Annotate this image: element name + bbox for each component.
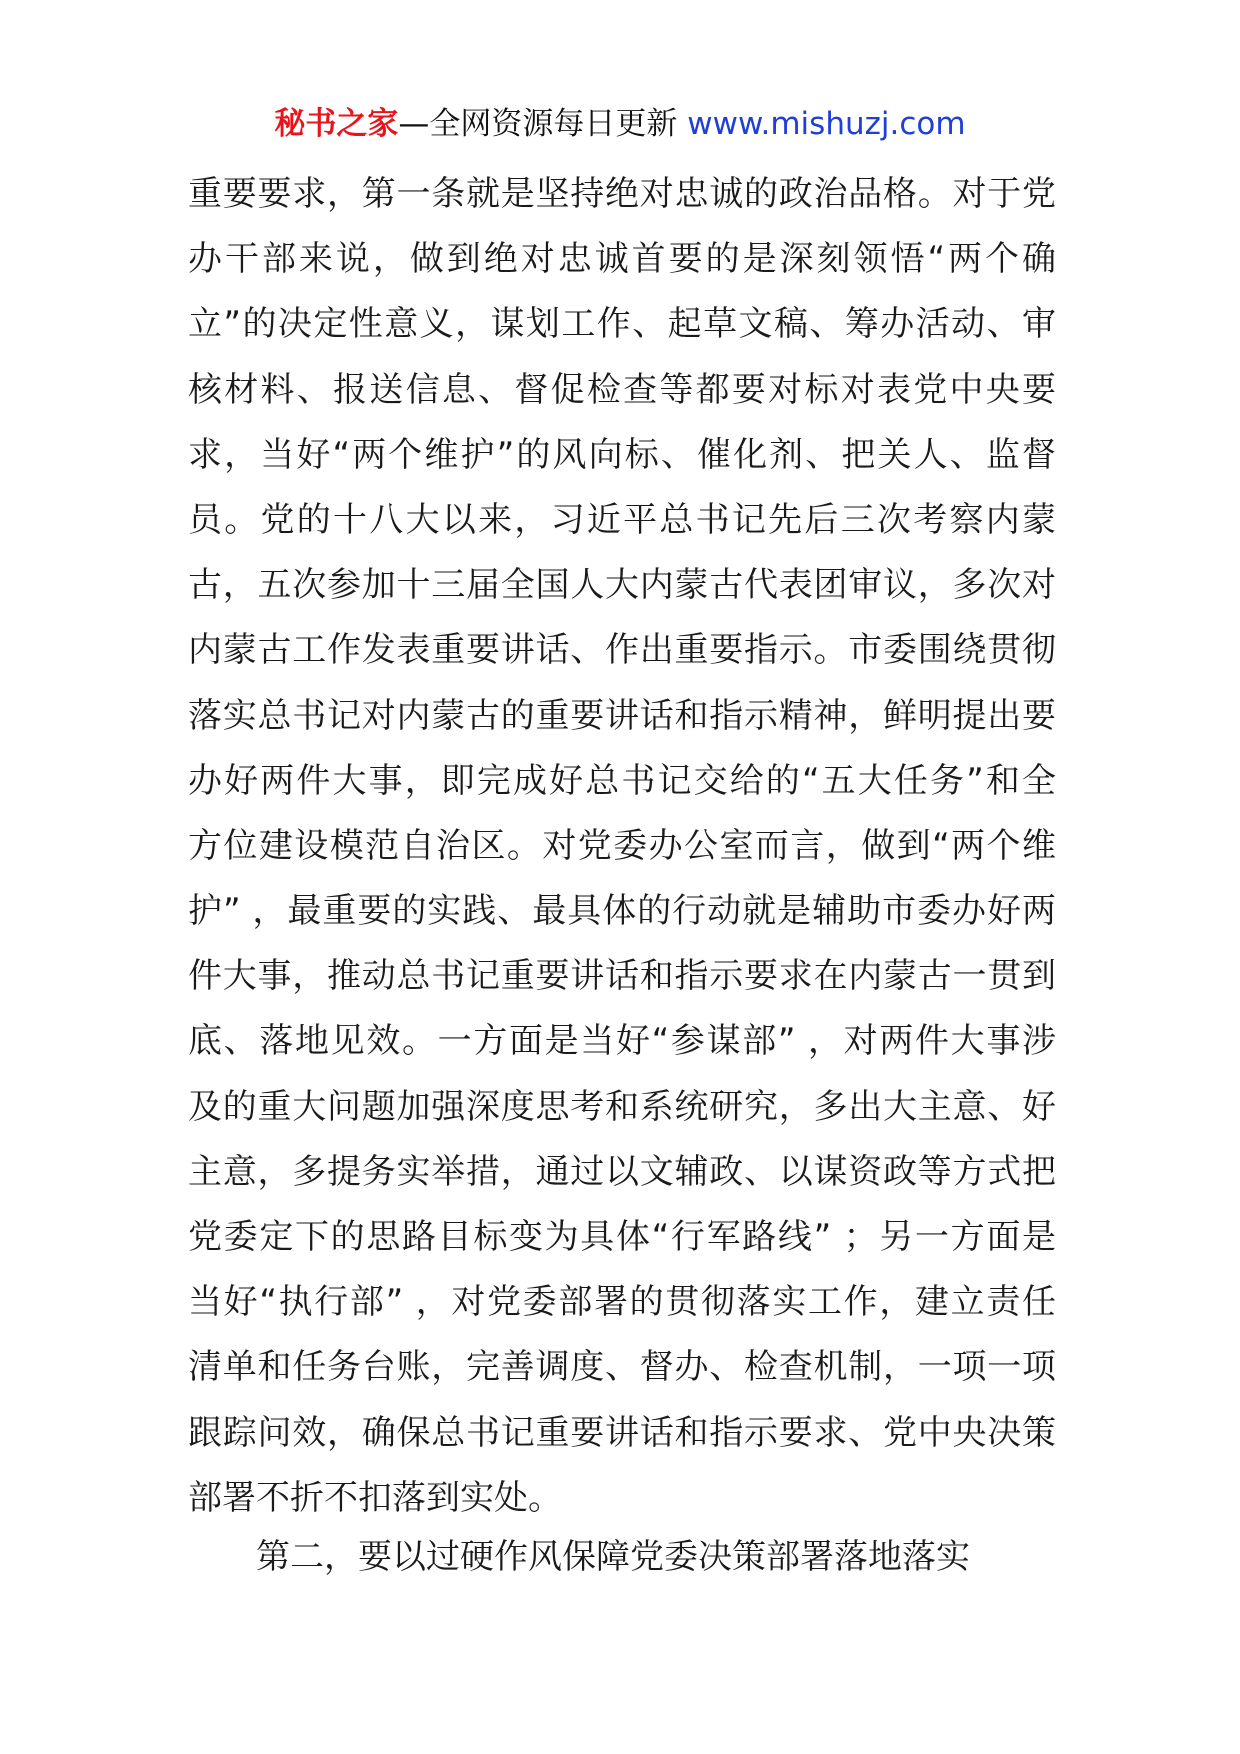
site-tagline: —全网资源每日更新 [398,106,688,142]
paragraph-line: 底、落地见效。一方面是当好“参谋部” ，对两件大事涉 [188,1021,1056,1062]
paragraph-line: 护” ，最重要的实践、最具体的行动就是辅助市委办好两 [188,891,1056,932]
paragraph-line: 内蒙古工作发表重要讲话、作出重要指示。市委围绕贯彻 [188,630,1056,671]
paragraph-line: 方位建设模范自治区。对党委办公室而言，做到“两个维 [188,825,1056,866]
site-brand: 秘书之家 [274,106,399,142]
paragraph-line: 件大事，推动总书记重要讲话和指示要求在内蒙古一贯到 [188,956,1056,997]
paragraph-line: 重要要求，第一条就是坚持绝对忠诚的政治品格。对于党 [188,174,1056,214]
paragraph-line: 员。党的十八大以来，习近平总书记先后三次考察内蒙 [188,499,1056,540]
section-heading: 第二，要以过硬作风保障党委决策部署落地落实 [256,1537,970,1577]
paragraph-line: 落实总书记对内蒙古的重要讲话和指示精神，鲜明提出要 [188,695,1056,736]
paragraph-line: 跟踪问效，确保总书记重要讲话和指示要求、党中央决策 [188,1412,1056,1453]
paragraph-line: 办好两件大事，即完成好总书记交给的“五大任务”和全 [188,760,1056,801]
paragraph-line: 核材料、报送信息、督促检查等都要对标对表党中央要 [188,369,1056,410]
paragraph-line: 及的重大问题加强深度思考和系统研究，多出大主意、好 [188,1086,1056,1127]
paragraph-line: 党委定下的思路目标变为具体“行军路线” ；另一方面是 [188,1217,1056,1257]
paragraph-line: 古，五次参加十三届全国人大内蒙古代表团审议，多次对 [188,565,1056,606]
site-url-link[interactable]: www.mishuzj.com [687,106,966,142]
paragraph-line: 立”的决定性意义，谋划工作、起草文稿、筹办活动、审 [188,304,1056,345]
document-body [188,162,1056,1531]
paragraph-line: 部署不折不扣落到实处。 [188,1477,562,1518]
paragraph-line: 求，当好“两个维护”的风向标、催化剂、把关人、监督 [188,434,1056,475]
paragraph-line: 办干部来说，做到绝对忠诚首要的是深刻领悟“两个确 [188,239,1056,280]
paragraph-line: 清单和任务台账，完善调度、督办、检查机制，一项一项 [188,1347,1056,1388]
paragraph-line: 主意，多提务实举措，通过以文辅政、以谋资政等方式把 [188,1151,1056,1192]
paragraph-line: 当好“执行部” ，对党委部署的贯彻落实工作，建立责任 [188,1282,1056,1323]
site-header [0,100,1240,148]
